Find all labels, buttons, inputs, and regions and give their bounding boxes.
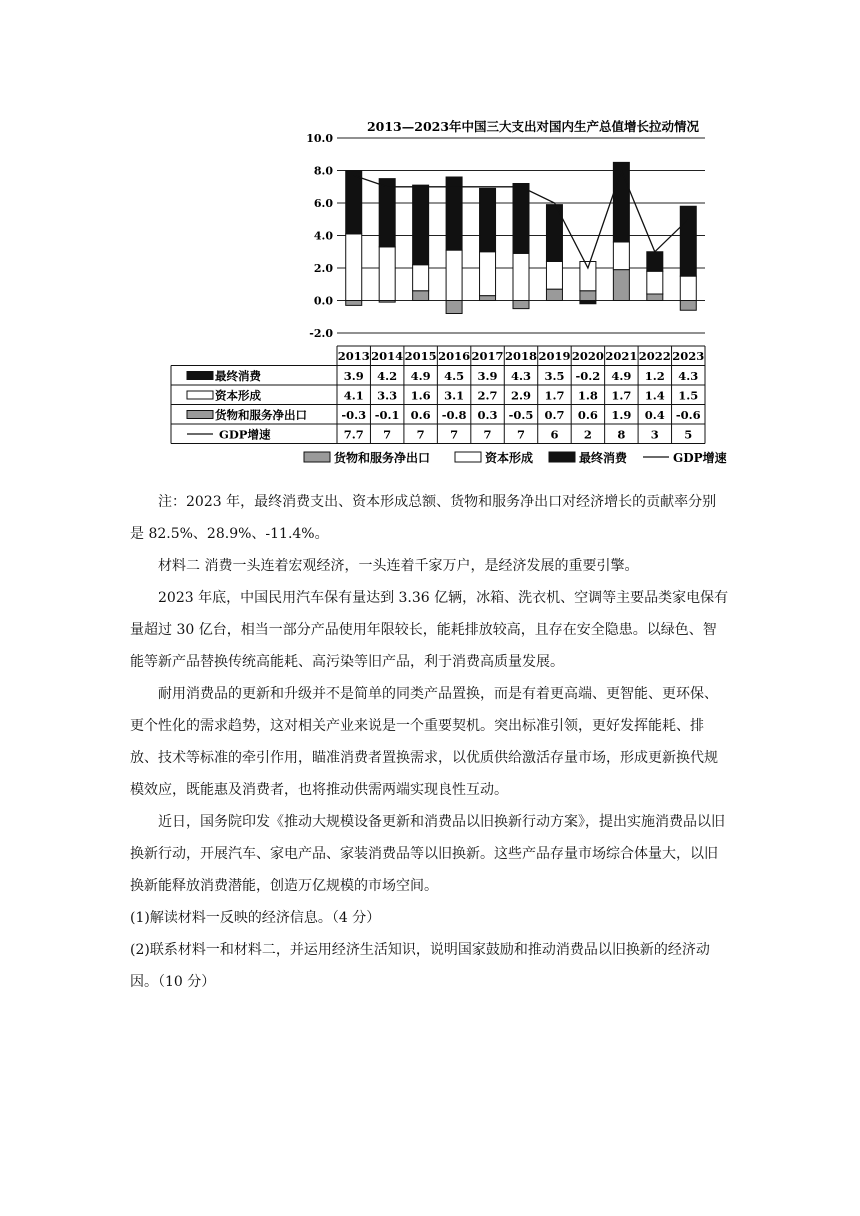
table-cell-value: 7.7 (343, 427, 364, 442)
table-row-label: GDP增速 (219, 427, 271, 442)
x-tick-label: 2015 (404, 349, 437, 363)
table-cell-value: -0.3 (341, 408, 367, 422)
x-tick-label: 2023 (672, 349, 705, 363)
table-cell-value: 8 (617, 427, 626, 442)
table-cell-value: 2.7 (477, 388, 498, 403)
table-cell-value: 3.9 (343, 369, 364, 383)
bar-final-consumption (413, 185, 429, 265)
chart-title: 2013—2023年中国三大支出对国内生产总值增长拉动情况 (366, 119, 700, 134)
table-cell-value: -0.1 (374, 408, 400, 422)
material-two-para-3: 近日，国务院印发《推动大规模设备更新和消费品以旧换新行动方案》，提出实施消费品以旧换新行动，开展汽车、家电产品、家装消费品等以旧换新。这些产品存量市场综合体量大，以旧换新能释放消费潜能，创造万亿规模的市场空间。 (130, 814, 725, 894)
y-tick-label: 10.0 (306, 132, 333, 145)
bar-capital-formation (346, 234, 362, 301)
bar-capital-formation (613, 242, 629, 270)
x-tick-label: 2018 (504, 349, 538, 363)
table-cell-value: -0.6 (675, 408, 701, 422)
table-cell-value: 0.4 (644, 408, 665, 422)
table-cell-value: 1.9 (611, 408, 632, 422)
bar-final-consumption (580, 301, 596, 304)
bar-final-consumption (647, 252, 663, 272)
bar-net-export (613, 270, 629, 301)
bar-final-consumption (613, 162, 629, 242)
bar-capital-formation (379, 247, 395, 301)
material-two-intro: 材料二 消费一头连着宏观经济，一头连着千家万户，是经济发展的重要引擎。 (158, 558, 639, 574)
table-cell-value: 4.9 (611, 369, 632, 383)
bar-capital-formation (480, 252, 496, 296)
table-cell-value: 4.3 (678, 369, 699, 383)
chart-note: 注：2023 年，最终消费支出、资本形成总额、货物和服务净出口对经济增长的贡献率分别是 82.5%、28.9%、-11.4%。 (130, 494, 717, 542)
x-tick-label: 2017 (471, 349, 504, 363)
table-cell-value: -0.2 (575, 369, 601, 383)
bar-capital-formation (446, 250, 462, 300)
bar-final-consumption (480, 188, 496, 251)
x-tick-label: 2022 (638, 349, 671, 363)
bar-final-consumption (446, 177, 462, 250)
table-cell-value: 1.7 (611, 388, 632, 403)
x-tick-label: 2020 (571, 349, 604, 363)
bar-net-export (480, 296, 496, 301)
table-cell-value: 4.3 (510, 369, 532, 383)
y-tick-label: 4.0 (313, 229, 333, 243)
table-cell-value: 0.3 (477, 408, 498, 422)
table-cell-value: 7 (416, 427, 425, 442)
bar-net-export (346, 301, 362, 306)
y-tick-label: 8.0 (313, 164, 333, 178)
table-row-label: 最终消费 (215, 369, 261, 383)
legend-label: 资本形成 (485, 451, 534, 465)
x-tick-label: 2014 (371, 349, 404, 363)
table-cell-value: 3.3 (377, 388, 398, 403)
table-cell-value: 6 (550, 427, 559, 442)
x-tick-label: 2019 (538, 349, 571, 363)
contribution-chart (0, 0, 860, 480)
bar-net-export (580, 291, 596, 301)
question-2: (2)联系材料一和材料二，并运用经济生活知识，说明国家鼓励和推动消费品以旧换新的经济动因。（10 分） (130, 942, 710, 990)
table-cell-value: 1.7 (544, 388, 565, 403)
legend-label: GDP增速 (673, 451, 727, 465)
table-cell-value: 3 (650, 427, 659, 442)
table-cell-value: 3.9 (477, 369, 498, 383)
legend-swatch (187, 372, 213, 380)
legend-swatch (455, 452, 481, 462)
bar-net-export (446, 301, 462, 314)
question-1: (1)解读材料一反映的经济信息。（4 分） (130, 910, 381, 926)
table-cell-value: 0.7 (544, 408, 565, 422)
table-row-label: 资本形成 (215, 388, 261, 403)
legend-label: 最终消费 (579, 451, 628, 465)
legend-label: 货物和服务净出口 (334, 451, 431, 465)
table-row-label: 货物和服务净出口 (215, 408, 307, 422)
bar-final-consumption (513, 184, 529, 254)
table-cell-value: 0.6 (410, 408, 431, 422)
x-tick-label: 2016 (438, 349, 471, 363)
bar-final-consumption (346, 171, 362, 234)
table-cell-value: 0.6 (577, 408, 598, 422)
table-cell-value: 7 (383, 427, 392, 442)
bar-net-export (413, 291, 429, 301)
bar-net-export (546, 289, 562, 300)
bar-final-consumption (680, 206, 696, 276)
bar-capital-formation (513, 253, 529, 300)
bar-capital-formation (546, 262, 562, 290)
bar-capital-formation (413, 265, 429, 291)
table-cell-value: 1.4 (644, 388, 665, 403)
bar-net-export (513, 301, 529, 309)
table-cell-value: 3.1 (444, 388, 465, 403)
legend-swatch (187, 411, 213, 419)
y-tick-label: 2.0 (313, 262, 333, 275)
y-tick-label: 6.0 (313, 197, 333, 210)
material-two-para-2: 耐用消费品的更新和升级并不是简单的同类产品置换，而是有着更高端、更智能、更环保、更个性化的需求趋势，这对相关产业来说是一个重要契机。突出标准引领，更好发挥能耗、排放、技术等标准的牵引作用，瞄准消费者置换需求，以优质供给激活存量市场，形成更新换代规模效应，既能惠及消费者，也将推动供需两端实现良性互动。 (130, 686, 718, 798)
note-block (130, 486, 730, 998)
y-tick-label: 0.0 (313, 294, 333, 308)
table-cell-value: 1.6 (410, 388, 431, 403)
bar-capital-formation (647, 271, 663, 294)
table-cell-value: 4.1 (343, 388, 364, 403)
chart-figure (0, 0, 860, 480)
table-cell-value: 5 (684, 427, 693, 442)
bar-capital-formation (680, 276, 696, 300)
bar-capital-formation (580, 262, 596, 291)
table-cell-value: -0.8 (441, 408, 467, 422)
y-tick-label: -2.0 (309, 327, 333, 340)
table-cell-value: 4.5 (444, 369, 465, 383)
table-cell-value: 1.8 (577, 388, 598, 403)
material-two-para-1: 2023 年底，中国民用汽车保有量达到 3.36 亿辆，冰箱、洗衣机、空调等主要品类家电保有量超过 30 亿台，相当一部分产品使用年限较长，能耗排放较高，且存在安全隐患。以绿色、智能等新产品替换传统高能耗、高污染等旧产品，利于消费高质量发展。 (130, 590, 729, 670)
table-cell-value: 4.2 (377, 369, 398, 383)
table-cell-value: 3.5 (544, 369, 565, 383)
legend-swatch (549, 452, 575, 462)
legend-swatch (187, 391, 213, 399)
x-tick-label: 2021 (605, 349, 638, 363)
table-cell-value: -0.5 (508, 408, 534, 422)
bar-net-export (680, 301, 696, 311)
table-cell-value: 1.5 (678, 388, 699, 403)
table-cell-value: 2 (583, 427, 592, 442)
x-tick-label: 2013 (337, 349, 370, 363)
legend-swatch (304, 452, 330, 462)
bar-net-export (647, 294, 663, 301)
table-cell-value: 1.2 (644, 369, 665, 383)
bar-final-consumption (379, 179, 395, 247)
table-cell-value: 4.9 (410, 369, 431, 383)
table-cell-value: 7 (516, 427, 526, 442)
table-cell-value: 7 (483, 427, 492, 442)
table-cell-value: 2.9 (510, 388, 532, 403)
table-cell-value: 7 (450, 427, 459, 442)
